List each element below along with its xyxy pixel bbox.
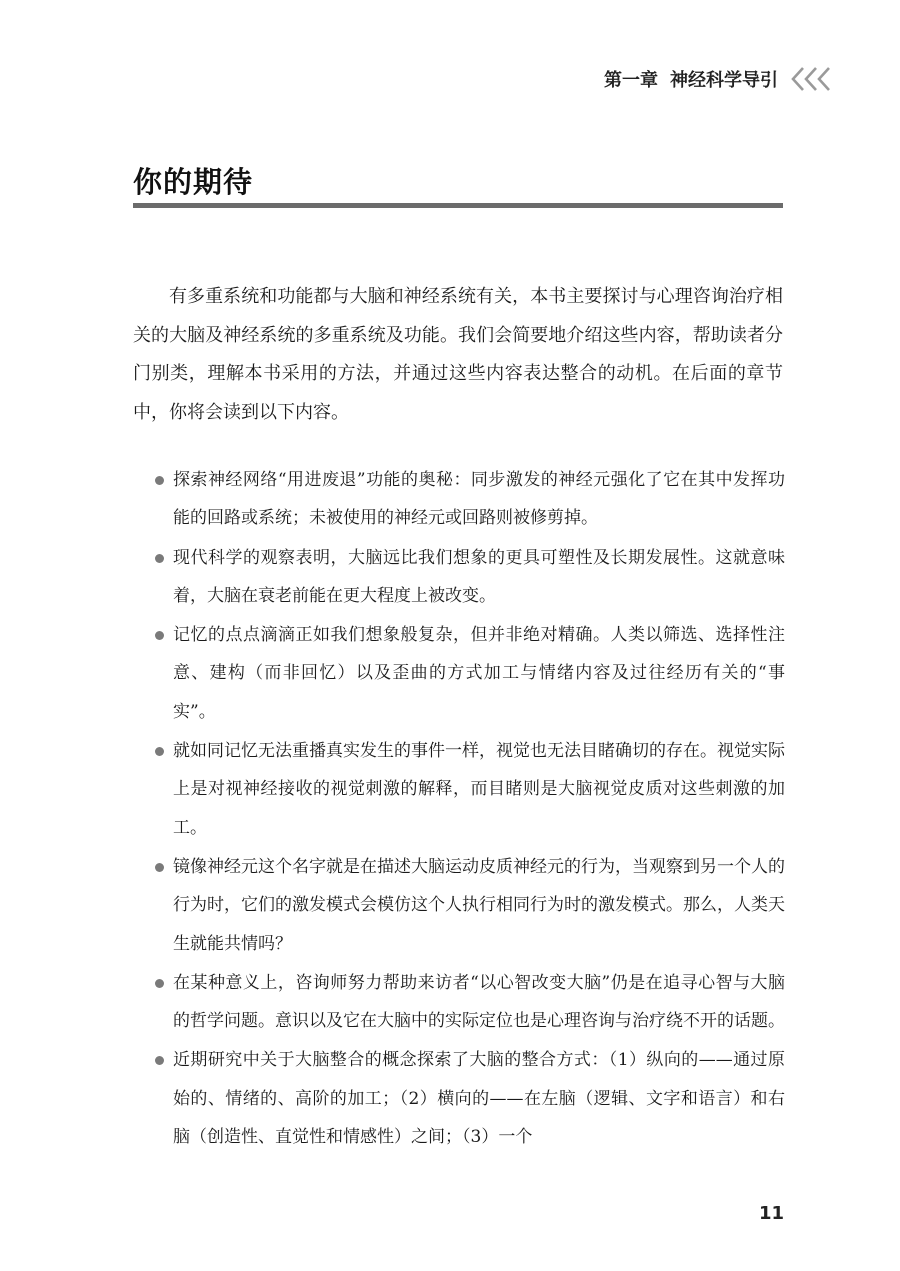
chevron-left-icon xyxy=(790,66,840,92)
section-title: 你的期待 xyxy=(133,165,254,199)
bullet-icon xyxy=(155,1056,164,1065)
list-item-text: 就如同记忆无法重播真实发生的事件一样，视觉也无法目睹确切的存在。视觉实际上是对视神经接收的视觉刺激的解释，而目睹则是大脑视觉皮质对这些刺激的加工。 xyxy=(173,741,785,838)
bullet-icon xyxy=(155,476,164,485)
bullet-list xyxy=(155,461,785,1157)
list-item xyxy=(155,461,785,538)
list-item xyxy=(155,732,785,847)
list-item-text: 现代科学的观察表明，大脑远比我们想象的更具可塑性及长期发展性。这就意味着，大脑在衰老前能在更大程度上被改变。 xyxy=(173,547,785,606)
list-item-text: 镜像神经元这个名字就是在描述大脑运动皮质神经元的行为，当观察到另一个人的行为时，它们的激发模式会模仿这个人执行相同行为时的激发模式。那么，人类天生就能共情吗？ xyxy=(173,856,785,954)
bullet-icon xyxy=(155,747,164,756)
list-item-text: 记忆的点点滴滴正如我们想象般复杂，但并非绝对精确。人类以筛选、选择性注意、建构（而非回忆）以及歪曲的方式加工与情绪内容及过往经历有关的“事实”。 xyxy=(173,625,785,722)
bullet-icon xyxy=(155,979,164,988)
list-item xyxy=(155,616,785,731)
list-item-text: 在某种意义上，咨询师努力帮助来访者“以心智改变大脑”仍是在追寻心智与大脑的哲学问题。意识以及它在大脑中的实际定位也是心理咨询与治疗绕不开的话题。 xyxy=(173,972,785,1032)
running-header xyxy=(604,66,840,92)
list-item-text: 近期研究中关于大脑整合的概念探索了大脑的整合方式：（1）纵向的——通过原始的、情绪的、高阶的加工；（2）横向的——在左脑（逻辑、文字和语言）和右脑（创造性、直觉性和情感性）之间；（3）一个 xyxy=(173,1050,785,1148)
bullet-icon xyxy=(155,554,164,563)
list-item xyxy=(155,539,785,616)
chapter-number: 第一章 xyxy=(604,70,658,91)
bullet-icon xyxy=(155,631,164,640)
intro-paragraph: 有多重系统和功能都与大脑和神经系统有关，本书主要探讨与心理咨询治疗相关的大脑及神经系统的多重系统及功能。我们会简要地介绍这些内容，帮助读者分门别类，理解本书采用的方法，并通过这些内容表达整合的动机。在后面的章节中，你将会读到以下内容。 xyxy=(133,286,783,423)
list-item xyxy=(155,848,785,963)
page-number: 11 xyxy=(758,1203,784,1224)
list-item xyxy=(155,1041,785,1156)
title-divider xyxy=(133,203,783,208)
list-item-text: 探索神经网络“用进废退”功能的奥秘：同步激发的神经元强化了它在其中发挥功能的回路或系统；未被使用的神经元或回路则被修剪掉。 xyxy=(173,470,785,529)
bullet-icon xyxy=(155,863,164,872)
list-item xyxy=(155,964,785,1041)
chapter-title: 神经科学导引 xyxy=(670,70,778,91)
